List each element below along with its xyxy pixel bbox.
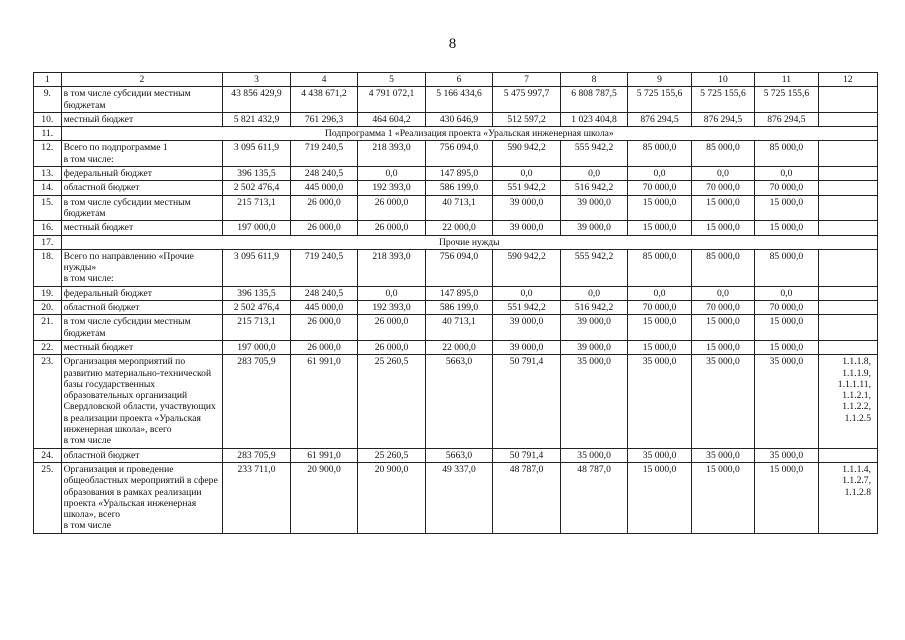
value-cell: 15 000,0 [755,340,818,354]
value-cell: 85 000,0 [755,141,818,167]
value-cell: 0,0 [628,286,691,300]
value-cell: 85 000,0 [755,249,818,286]
value-cell: 35 000,0 [691,448,754,462]
value-cell: 15 000,0 [691,195,754,221]
value-cell: 25 260,5 [358,448,426,462]
section-title: Подпрограмма 1 «Реализация проекта «Уральская инженерная школа» [61,127,877,141]
table-row [34,221,878,235]
value-cell: 3 095 611,9 [223,141,291,167]
reference-cell [818,286,877,300]
table-row [34,141,878,167]
header-cell: 7 [493,73,561,87]
value-cell: 0,0 [560,286,628,300]
reference-codes: 1.1.1.8, 1.1.1.9, 1.1.1.11, 1.1.2.1, 1.1.2.2, 1.1.2.5 [837,356,871,424]
value-cell: 15 000,0 [628,315,691,341]
header-cell: 6 [425,73,493,87]
value-cell: 22 000,0 [425,221,493,235]
value-cell: 26 000,0 [290,195,358,221]
table-row [34,195,878,221]
header-cell: 12 [818,73,877,87]
row-number: 18. [34,249,62,286]
value-cell: 15 000,0 [691,340,754,354]
row-description: областной бюджет [61,301,223,315]
value-cell: 551 942,2 [493,181,561,195]
table-row [34,127,878,141]
table-row [34,462,878,533]
value-cell: 39 000,0 [560,195,628,221]
value-cell: 147 895,0 [425,286,493,300]
row-number: 9. [34,87,62,113]
value-cell: 218 393,0 [358,249,426,286]
value-cell: 26 000,0 [290,315,358,341]
value-cell: 39 000,0 [560,340,628,354]
value-cell: 2 502 476,4 [223,181,291,195]
value-cell: 283 705,9 [223,355,291,448]
row-number: 17. [34,235,62,249]
row-description: в том числе субсидии местным бюджетам [61,87,223,113]
value-cell: 26 000,0 [358,315,426,341]
value-cell: 283 705,9 [223,448,291,462]
value-cell: 197 000,0 [223,221,291,235]
table-row [34,235,878,249]
value-cell: 35 000,0 [755,355,818,448]
value-cell: 5 166 434,6 [425,87,493,113]
header-cell: 5 [358,73,426,87]
row-number: 16. [34,221,62,235]
table-row [34,87,878,113]
value-cell: 215 713,1 [223,195,291,221]
value-cell: 464 604,2 [358,112,426,126]
value-cell: 70 000,0 [628,181,691,195]
header-cell: 10 [691,73,754,87]
row-description: федеральный бюджет [61,286,223,300]
value-cell: 26 000,0 [290,221,358,235]
value-cell: 0,0 [493,286,561,300]
value-cell: 35 000,0 [691,355,754,448]
reference-cell [818,167,877,181]
value-cell: 85 000,0 [628,249,691,286]
header-cell: 3 [223,73,291,87]
value-cell: 70 000,0 [628,301,691,315]
value-cell: 0,0 [755,286,818,300]
value-cell: 719 240,5 [290,141,358,167]
reference-cell [818,301,877,315]
value-cell: 15 000,0 [755,462,818,533]
value-cell: 5663,0 [425,355,493,448]
header-row [34,73,878,87]
value-cell: 396 135,5 [223,167,291,181]
table-row [34,181,878,195]
reference-cell [818,355,877,448]
header-cell: 1 [34,73,62,87]
value-cell: 719 240,5 [290,249,358,286]
row-description: областной бюджет [61,448,223,462]
value-cell: 512 597,2 [493,112,561,126]
row-description: местный бюджет [61,221,223,235]
value-cell: 5 725 155,6 [755,87,818,113]
reference-cell [818,462,877,533]
header-cell: 9 [628,73,691,87]
value-cell: 61 991,0 [290,355,358,448]
value-cell: 15 000,0 [691,221,754,235]
value-cell: 70 000,0 [691,301,754,315]
value-cell: 2 502 476,4 [223,301,291,315]
value-cell: 35 000,0 [628,355,691,448]
value-cell: 39 000,0 [493,221,561,235]
value-cell: 147 895,0 [425,167,493,181]
value-cell: 85 000,0 [691,249,754,286]
value-cell: 20 900,0 [290,462,358,533]
value-cell: 516 942,2 [560,181,628,195]
value-cell: 35 000,0 [560,448,628,462]
value-cell: 248 240,5 [290,286,358,300]
reference-cell [818,195,877,221]
row-number: 19. [34,286,62,300]
value-cell: 39 000,0 [493,340,561,354]
value-cell: 6 808 787,5 [560,87,628,113]
table-row [34,340,878,354]
table-row [34,448,878,462]
row-number: 15. [34,195,62,221]
row-number: 13. [34,167,62,181]
reference-codes: 1.1.1.4, 1.1.2.7, 1.1.2.8 [842,463,871,498]
value-cell: 756 094,0 [425,141,493,167]
value-cell: 586 199,0 [425,181,493,195]
row-number: 10. [34,112,62,126]
value-cell: 15 000,0 [755,315,818,341]
value-cell: 248 240,5 [290,167,358,181]
reference-cell [818,112,877,126]
reference-cell [818,181,877,195]
value-cell: 551 942,2 [493,301,561,315]
value-cell: 0,0 [755,167,818,181]
value-cell: 26 000,0 [358,195,426,221]
row-description: в том числе субсидии местным бюджетам [61,195,223,221]
value-cell: 15 000,0 [691,315,754,341]
value-cell: 39 000,0 [493,195,561,221]
value-cell: 70 000,0 [755,181,818,195]
table-row [34,286,878,300]
value-cell: 26 000,0 [358,221,426,235]
row-number: 12. [34,141,62,167]
table-row [34,249,878,286]
value-cell: 5 725 155,6 [628,87,691,113]
value-cell: 4 791 072,1 [358,87,426,113]
budget-table [33,72,878,534]
header-cell: 4 [290,73,358,87]
value-cell: 70 000,0 [691,181,754,195]
value-cell: 0,0 [560,167,628,181]
value-cell: 50 791,4 [493,355,561,448]
row-number: 21. [34,315,62,341]
value-cell: 26 000,0 [290,340,358,354]
section-title: Прочие нужды [61,235,877,249]
reference-cell [818,141,877,167]
row-number: 14. [34,181,62,195]
value-cell: 876 294,5 [755,112,818,126]
value-cell: 233 711,0 [223,462,291,533]
value-cell: 85 000,0 [628,141,691,167]
value-cell: 35 000,0 [560,355,628,448]
value-cell: 876 294,5 [628,112,691,126]
table-row [34,167,878,181]
row-number: 22. [34,340,62,354]
value-cell: 48 787,0 [493,462,561,533]
value-cell: 39 000,0 [560,315,628,341]
value-cell: 35 000,0 [628,448,691,462]
value-cell: 0,0 [358,167,426,181]
value-cell: 5 475 997,7 [493,87,561,113]
value-cell: 40 713,1 [425,195,493,221]
value-cell: 761 296,3 [290,112,358,126]
value-cell: 40 713,1 [425,315,493,341]
value-cell: 516 942,2 [560,301,628,315]
value-cell: 70 000,0 [755,301,818,315]
value-cell: 555 942,2 [560,141,628,167]
table-row [34,301,878,315]
value-cell: 197 000,0 [223,340,291,354]
value-cell: 49 337,0 [425,462,493,533]
value-cell: 445 000,0 [290,181,358,195]
reference-cell [818,221,877,235]
value-cell: 15 000,0 [755,195,818,221]
row-description: в том числе субсидии местным бюджетам [61,315,223,341]
value-cell: 5663,0 [425,448,493,462]
value-cell: 430 646,9 [425,112,493,126]
reference-cell [818,249,877,286]
value-cell: 61 991,0 [290,448,358,462]
header-cell: 8 [560,73,628,87]
reference-cell [818,340,877,354]
value-cell: 43 856 429,9 [223,87,291,113]
value-cell: 0,0 [691,286,754,300]
value-cell: 4 438 671,2 [290,87,358,113]
row-description: Всего по направлению «Прочие нужды» в том числе: [61,249,223,286]
value-cell: 15 000,0 [628,340,691,354]
reference-cell [818,87,877,113]
row-number: 11. [34,127,62,141]
value-cell: 1 023 404,8 [560,112,628,126]
value-cell: 555 942,2 [560,249,628,286]
row-description: федеральный бюджет [61,167,223,181]
value-cell: 22 000,0 [425,340,493,354]
table-row [34,355,878,448]
value-cell: 15 000,0 [628,221,691,235]
value-cell: 48 787,0 [560,462,628,533]
row-description: Всего по подпрограмме 1 в том числе: [61,141,223,167]
value-cell: 5 725 155,6 [691,87,754,113]
value-cell: 590 942,2 [493,249,561,286]
value-cell: 192 393,0 [358,301,426,315]
value-cell: 25 260,5 [358,355,426,448]
row-description: областной бюджет [61,181,223,195]
row-number: 23. [34,355,62,448]
value-cell: 218 393,0 [358,141,426,167]
value-cell: 26 000,0 [358,340,426,354]
value-cell: 5 821 432,9 [223,112,291,126]
table-row [34,315,878,341]
value-cell: 445 000,0 [290,301,358,315]
reference-cell [818,315,877,341]
value-cell: 3 095 611,9 [223,249,291,286]
row-description: местный бюджет [61,340,223,354]
value-cell: 35 000,0 [755,448,818,462]
value-cell: 15 000,0 [628,195,691,221]
value-cell: 215 713,1 [223,315,291,341]
value-cell: 15 000,0 [628,462,691,533]
value-cell: 0,0 [628,167,691,181]
value-cell: 0,0 [691,167,754,181]
row-description: местный бюджет [61,112,223,126]
value-cell: 756 094,0 [425,249,493,286]
row-number: 20. [34,301,62,315]
header-cell: 2 [61,73,223,87]
value-cell: 50 791,4 [493,448,561,462]
row-number: 25. [34,462,62,533]
value-cell: 590 942,2 [493,141,561,167]
value-cell: 876 294,5 [691,112,754,126]
value-cell: 20 900,0 [358,462,426,533]
reference-cell [818,448,877,462]
value-cell: 192 393,0 [358,181,426,195]
table-body [34,73,878,534]
value-cell: 0,0 [358,286,426,300]
value-cell: 0,0 [493,167,561,181]
row-description: Организация мероприятий по развитию материально-технической базы государственных образовательных организаций Свердловской области, участвующих в реализации проекта «Уральская инженерная школа», всего в том числе [61,355,223,448]
value-cell: 85 000,0 [691,141,754,167]
value-cell: 39 000,0 [493,315,561,341]
header-cell: 11 [755,73,818,87]
page-number: 8 [448,36,457,52]
value-cell: 15 000,0 [691,462,754,533]
value-cell: 39 000,0 [560,221,628,235]
row-number: 24. [34,448,62,462]
table-row [34,112,878,126]
value-cell: 396 135,5 [223,286,291,300]
value-cell: 15 000,0 [755,221,818,235]
value-cell: 586 199,0 [425,301,493,315]
row-description: Организация и проведение общеобластных мероприятий в сфере образования в рамках реализации проекта «Уральская инженерная школа», всего в том числе [61,462,223,533]
